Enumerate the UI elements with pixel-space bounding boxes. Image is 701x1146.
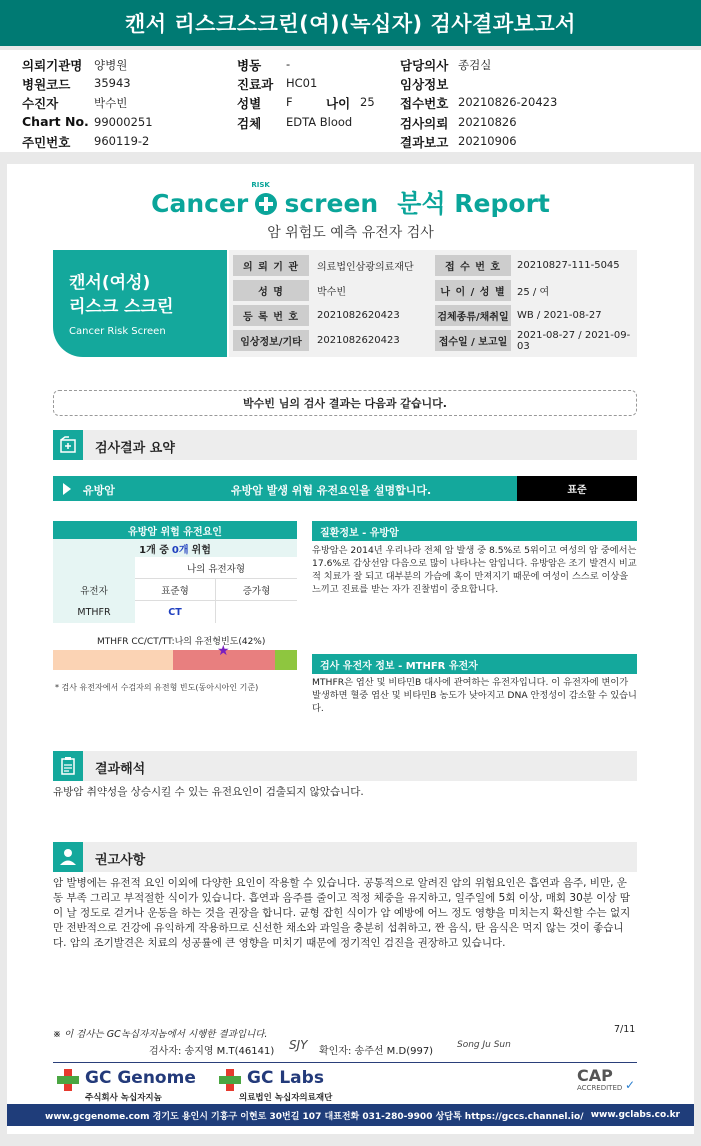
play-arrow-icon: [63, 483, 71, 495]
product-name-line2: 리스크 스크린: [69, 297, 174, 317]
risk-plus-icon: [251, 181, 277, 215]
check-icon: ✓: [625, 1078, 636, 1092]
patient-label: 등 록 번 호: [233, 305, 309, 326]
patient-table: [229, 250, 637, 357]
examiner-signature: SJY: [289, 1038, 308, 1052]
info-value: 20210906: [458, 134, 517, 148]
info-value: -: [286, 57, 291, 71]
cap-logo: CAP: [577, 1066, 613, 1085]
info-label: 결과보고: [400, 135, 449, 150]
info-label: 접수번호: [400, 96, 449, 111]
patient-value: 2021082620423: [317, 310, 400, 321]
patient-value: 2021082620423: [317, 335, 400, 346]
interpretation-text: 유방암 취약성을 상승시킬 수 있는 유전요인이 검출되지 않았습니다.: [53, 786, 364, 798]
logo-report: 분석 Report: [397, 189, 550, 218]
info-label: 병원코드: [22, 77, 71, 92]
risk-level-badge: 표준: [517, 476, 637, 501]
info-label: 주민번호: [22, 135, 71, 150]
page-number: 7/11: [614, 1024, 636, 1035]
disease-info-text: 유방암은 2014년 우리나라 전체 암 발생 중 8.5%로 5위이고 여성의 암 중에서는 17.6%로 갑상선암 다음으로 많이 나타나는 암입니다. 유방암은 조기 발견시 비교적 치료가 잘 되고 대부분의 가슴에 혹이 만져지기 때문에 여성이 스스로 이상을 느끼고 진료를 받는 자가 진찰법이 중요합니다.: [312, 545, 637, 595]
empty-cell: [216, 601, 297, 623]
patient-label: 접 수 번 호: [435, 255, 511, 276]
cancer-risk-screen-logo: [7, 181, 694, 224]
risk-count-prefix: 1개 중: [139, 544, 169, 556]
patient-label: 성 명: [233, 280, 309, 301]
patient-value: 2021-08-27 / 2021-09-03: [517, 329, 631, 352]
info-value: 양병원: [94, 58, 128, 72]
risk-table-header: 유방암 위험 유전요인: [53, 521, 297, 539]
result-intro: 박수빈 님의 검사 결과는 다음과 같습니다.: [53, 390, 637, 416]
col-normal: 표준형: [135, 579, 216, 601]
freq-segment-cc: [53, 650, 173, 670]
info-value: 20210826: [458, 115, 517, 129]
examiner: 검사자: 송지영 M.T(46141): [149, 1046, 275, 1057]
info-label: 병동: [237, 58, 262, 73]
product-card: [53, 250, 227, 357]
gc-cross-icon: [57, 1069, 79, 1091]
logo-screen: screen: [284, 189, 379, 218]
summary-section-header: [53, 430, 637, 460]
info-value: 99000251: [94, 115, 153, 129]
doctor-icon: [53, 842, 83, 872]
gc-labs-logo: GC Labs: [247, 1068, 324, 1088]
info-value: F: [286, 95, 293, 109]
patient-value: WB / 2021-08-27: [517, 310, 602, 321]
footer-strip: [7, 1104, 694, 1126]
patient-value: 의료법인삼광의료재단: [317, 262, 414, 273]
folder-plus-icon: [53, 430, 83, 460]
disease-info-header: 질환정보 - 유방암: [312, 521, 637, 541]
genotype-value: CT: [135, 601, 216, 623]
patient-label: 나 이 / 성 별: [435, 280, 511, 301]
report-title: 캔서 리스크스크린(여)(녹십자) 검사결과보고서: [0, 0, 701, 46]
info-label: 검사의뢰: [400, 116, 449, 131]
info-value: 25: [360, 95, 375, 109]
info-label: 임상정보: [400, 77, 449, 92]
my-genotype-star-icon: ★: [217, 643, 230, 659]
section-title: 권고사항: [95, 853, 146, 868]
info-value: 종검실: [458, 58, 492, 72]
genotype-frequency-label: MTHFR CC/CT/TT:나의 유전형빈도(42%): [97, 637, 266, 647]
logo-risk: RISK: [251, 181, 270, 189]
info-label: 진료과: [237, 77, 274, 92]
freq-segment-tt: [275, 650, 297, 670]
patient-label: 접수일 / 보고일: [435, 330, 511, 351]
confirmer-signature: Song Ju Sun: [457, 1040, 511, 1050]
info-value: 35943: [94, 76, 131, 90]
section-title: 검사결과 요약: [95, 441, 175, 456]
patient-value: 박수빈: [317, 287, 346, 298]
patient-label: 검체종류/채취일: [435, 305, 511, 326]
gene-info-header: 검사 유전자 정보 - MTHFR 유전자: [312, 654, 637, 674]
footer-note: ※ 이 검사는 GC녹십자지놈에서 시행한 결과입니다.: [53, 1029, 268, 1040]
genotype-frequency-bar: [53, 643, 297, 670]
risk-count: [53, 539, 297, 557]
empty-cell: [53, 557, 135, 579]
gc-genome-sub: 주식회사 녹십자지놈: [85, 1093, 162, 1103]
frequency-note: * 검사 유전자에서 수검자의 유전형 빈도(동아시아인 기준): [55, 683, 259, 692]
gc-labs-sub: 의료법인 녹십자의료재단: [239, 1093, 333, 1103]
patient-label: 의 뢰 기 관: [233, 255, 309, 276]
cancer-summary-bar: [53, 476, 637, 501]
info-label: Chart No.: [22, 114, 89, 129]
advice-section-header: [53, 842, 637, 872]
info-label: 담당의사: [400, 58, 449, 73]
patient-value: 20210827-111-5045: [517, 260, 620, 271]
gc-labs-cross-icon: [219, 1069, 241, 1091]
gene-name: MTHFR: [53, 601, 135, 623]
cap-accredited: ACCREDITED: [577, 1084, 623, 1092]
patient-value: 25 / 여: [517, 287, 550, 298]
product-name-line1: 캔서(여성): [69, 273, 151, 293]
logo-subtitle: 암 위험도 예측 유전자 검사: [267, 225, 434, 241]
patient-info-header: [0, 50, 701, 152]
cancer-name: 유방암: [83, 484, 115, 497]
info-value: 20210826-20423: [458, 95, 558, 109]
risk-count-suffix: 위험: [191, 544, 211, 556]
footer-website[interactable]: www.gclabs.co.kr: [590, 1110, 680, 1120]
logo-cancer: Cancer: [151, 189, 249, 218]
confirmer: 확인자: 송주선 M.D(997): [319, 1046, 434, 1057]
advice-text: 암 발병에는 유전적 요인 이외에 다양한 요인이 작용할 수 있습니다. 공통적으로 알려진 암의 위험요인은 흡연과 음주, 비만, 운동 부족 그리고 부적절한 식이가 있습니다. 흡연과 음주를 줄이고 적정 체중을 유지하고, 일주일에 5회 이상, 매회 30분 이상 땀이 날 정도로 걷거나 운동을 하는 것을 권장을 합니다. 균형 잡힌 식이가 암 예방에 어느 정도 영향을 미치는지 확신할 수는 없지만 전반적으로 건강에 유익하게 작용하므로 신선한 채소와 과일을 충분히 섭취하고, 짠 음식, 탄 음식은 먹지 않는 것이 좋습니다. 암의 조기발견은 치료의 성공률에 큰 영향을 미치기 때문에 정기적인 검진을 권장하고 있습니다.: [53, 877, 631, 949]
info-label: 의뢰기관명: [22, 58, 83, 73]
footer-address: www.gcgenome.com 경기도 용인시 기흥구 이현로 30번길 107 대표전화 031-280-9900 상담톡 https://gccs.channel.io/: [45, 1111, 584, 1122]
risk-table: [53, 539, 297, 623]
risk-count-value: 0개: [171, 544, 189, 556]
info-value: 960119-2: [94, 134, 150, 148]
info-value: HC01: [286, 76, 318, 90]
col-increase: 증가형: [216, 579, 297, 601]
info-label: 성별: [237, 96, 262, 111]
product-name-en: Cancer Risk Screen: [69, 326, 166, 337]
info-value: EDTA Blood: [286, 115, 353, 129]
footer-divider: [53, 1062, 637, 1063]
gc-genome-logo: GC Genome: [85, 1068, 196, 1088]
gene-info-text: MTHFR은 엽산 및 비타민B 대사에 관여하는 유전자입니다. 이 유전자에 변이가 발생하면 혈중 엽산 및 비타민B 농도가 낮아지고 DNA 안정성이 감소할 수 있습니다.: [312, 677, 637, 714]
clipboard-icon: [53, 751, 83, 781]
info-label: 검체: [237, 116, 262, 131]
cancer-desc: 유방암 발생 위험 유전요인을 설명합니다.: [231, 484, 432, 497]
info-label: 나이: [326, 96, 351, 111]
info-value: 박수빈: [94, 96, 128, 110]
interpretation-section-header: [53, 751, 637, 781]
my-genotype-label: 나의 유전자형: [135, 557, 297, 579]
report-page: [7, 164, 694, 1134]
patient-label: 임상정보/기타: [233, 330, 309, 351]
section-title: 결과해석: [95, 762, 146, 777]
info-label: 수진자: [22, 96, 59, 111]
col-gene: 유전자: [53, 579, 135, 601]
